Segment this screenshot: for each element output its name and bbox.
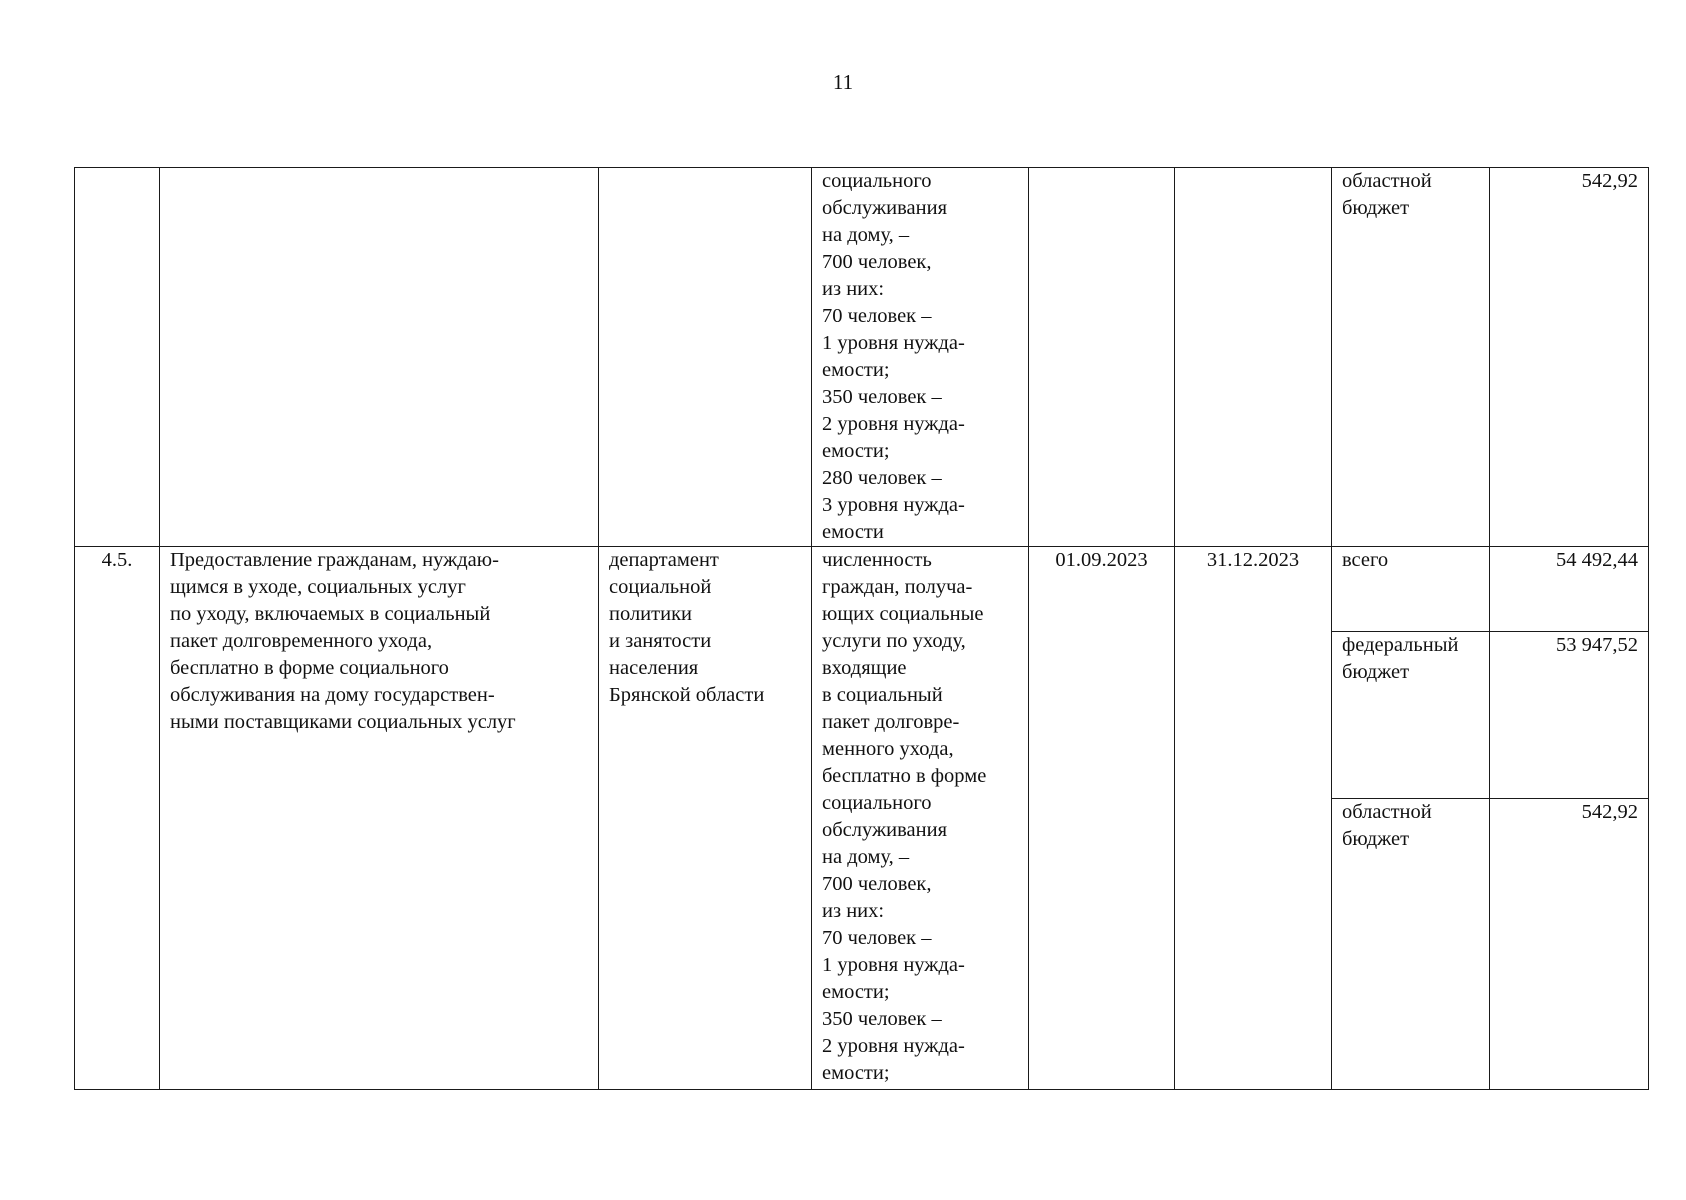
cell-funding-source: федеральный бюджет [1332,632,1490,799]
cell-name-empty [160,168,599,547]
table-row-continued [75,168,1649,547]
cell-funding-amount: 542,92 [1490,168,1649,547]
cell-start-date: 01.09.2023 [1029,547,1175,1090]
cell-number-empty [75,168,160,547]
cell-funding-amount: 54 492,44 [1490,547,1649,632]
cell-end-date: 31.12.2023 [1175,547,1332,1090]
cell-executor-empty [599,168,812,547]
table-row-4-5 [75,547,1649,632]
cell-funding-source: областной бюджет [1332,799,1490,1090]
page-number: 11 [832,70,854,94]
cell-executor: департамент социальной политики и занятости населения Брянской области [599,547,812,1090]
cell-indicator-continued: социального обслуживания на дому, – 700 человек, из них: 70 человек – 1 уровня нужда- емости; 350 человек – 2 уровня нужда- емости; 280 человек – 3 уровня нужда- емости [812,168,1029,547]
cell-item-number: 4.5. [75,547,160,1090]
cell-funding-amount: 542,92 [1490,799,1649,1090]
program-table [74,167,1649,1090]
cell-funding-source: всего [1332,547,1490,632]
cell-item-name: Предоставление гражданам, нуждаю- щимся в уходе, социальных услуг по уходу, включаемых в социальный пакет долговременного ухода, бесплатно в форме социального обслуживания на дому государствен- ными поставщиками социальных услуг [160,547,599,1090]
cell-start-date-empty [1029,168,1175,547]
cell-end-date-empty [1175,168,1332,547]
cell-funding-amount: 53 947,52 [1490,632,1649,799]
cell-indicator: численность граждан, получа- ющих социальные услуги по уходу, входящие в социальный пакет долговре- менного ухода, бесплатно в форме социального обслуживания на дому, – 700 человек, из них: 70 человек – 1 уровня нужда- емости; 350 человек – 2 уровня нужда- емости; [812,547,1029,1090]
cell-funding-source: областной бюджет [1332,168,1490,547]
